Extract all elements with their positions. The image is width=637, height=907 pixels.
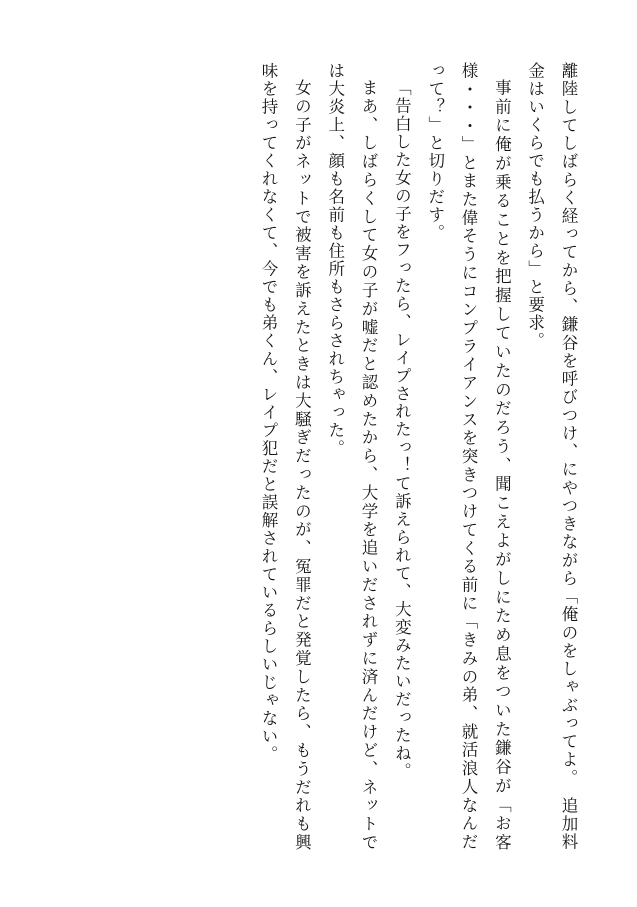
paragraph-1: 離陸してしばらく経ってから、鎌谷を呼びつけ、にやつきながら「俺のをしゃぶってよ。 追加料金はいくらでも払うから」と要求。 [525,62,578,851]
paragraph-4: まあ、しばらくして女の子が嘘だと認めたから、大学を追いだされずに済んだけど、ネットでは大炎上、顔も名前も住所もさらされちゃった。 [325,62,379,851]
paragraph-5: 女の子がネットで被害を訴えたときは大騒ぎだったのが、冤罪だと発覚したら、もうだれも興味を持ってくれなくて、今でも弟くん、レイプ犯だと誤解されているらしいじゃない。 [259,62,312,851]
paragraph-2: 事前に俺が乗ることを把握していたのだろう、聞こえよがしにため息をついた鎌谷が「お客様・・・」とまた偉そうにコンプライアンスを突きつけてくる前に「きみの弟、就活浪人なんだって？」と切りだす。 [425,62,512,851]
vertical-text-body [52,62,585,851]
paragraph-3: 「告白した女の子をフったら、レイプされたっ！て訴えられて、大変みたいだったね。 [392,78,412,780]
